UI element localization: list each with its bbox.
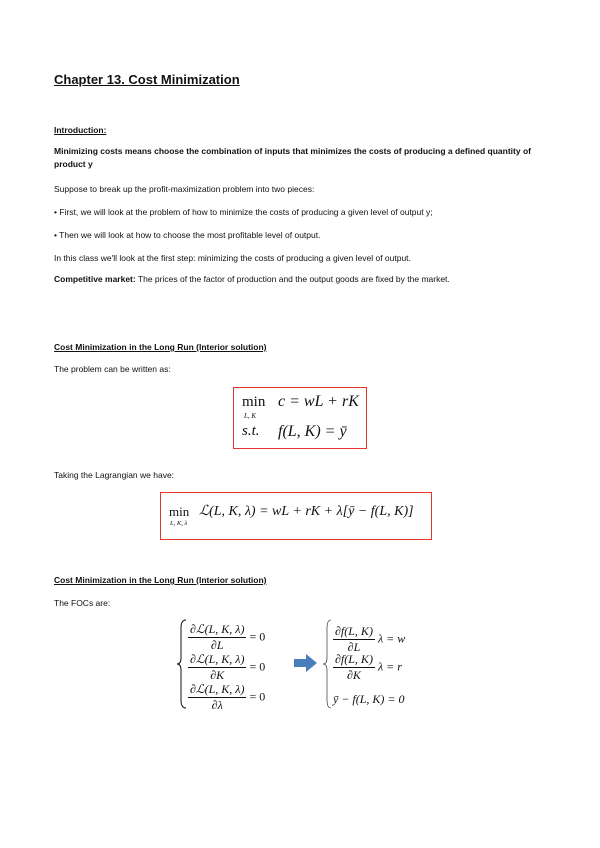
min-operator: min (242, 394, 266, 410)
system-brace-right (322, 618, 332, 710)
right-arrow-icon (294, 654, 318, 672)
competitive-market-label: Competitive market: (54, 274, 136, 284)
foc-equation: $\frac{\text{∂ℒ(L, K, λ)}}{\partial\lambda}$ = 0 (190, 682, 266, 712)
intro-definition: Minimizing costs means choose the combination of inputs that minimizes the costs of producing a defined quantity of product y (54, 146, 531, 169)
problem-text: The problem can be written as: (54, 364, 171, 374)
intro-suppose: Suppose to break up the profit-maximization problem into two pieces: (54, 184, 315, 194)
foc-result: $\frac{\partial f(L, K)}{\partial K}$ λ = r (335, 652, 402, 682)
subject-to: s.t. (242, 423, 260, 439)
page-title: Chapter 13. Cost Minimization (54, 72, 240, 87)
foc-equation: $\frac{\text{∂ℒ(L, K, λ)}}{\partial K}$ = 0 (190, 652, 266, 682)
section-heading: Cost Minimization in the Long Run (Interior solution) (54, 342, 267, 352)
bullet-item: • First, we will look at the problem of how to minimize the costs of producing a given level of output y; (54, 207, 433, 217)
foc-result: $\frac{\partial f(L, K)}{\partial L}$ λ = w (335, 624, 406, 654)
intro-heading: Introduction: (54, 125, 107, 135)
foc-result: ȳ − f(L, K) = 0 (333, 692, 405, 706)
lagrangian-expression: ℒ(L, K, λ) = wL + rK + λ[ȳ − f(L, K)] (199, 504, 414, 519)
lagrangian-text: Taking the Lagrangian we have: (54, 470, 175, 480)
section-heading: Cost Minimization in the Long Run (Interior solution) (54, 575, 267, 585)
bullet-item: • Then we will look at how to choose the most profitable level of output. (54, 230, 321, 240)
competitive-market-body: The prices of the factor of production and the output goods are fixed by the market. (135, 274, 450, 284)
min-subscript: L, K (244, 412, 257, 420)
system-brace-left (176, 618, 188, 710)
constraint: f(L, K) = ȳ (278, 423, 347, 440)
min-operator: min (169, 504, 190, 519)
optimization-problem-box (233, 387, 367, 449)
min-subscript: L, K, λ (170, 520, 188, 527)
first-step-text: In this class we'll look at the first step: minimizing the costs of producing a given level of output. (54, 253, 411, 263)
focs-text: The FOCs are: (54, 598, 111, 608)
competitive-market-text (54, 273, 450, 286)
objective-function: c = wL + rK (278, 393, 359, 410)
lagrangian-box (160, 492, 432, 540)
foc-equation: $\frac{\text{∂ℒ(L, K, λ)}}{\partial L}$ = 0 (190, 622, 266, 652)
